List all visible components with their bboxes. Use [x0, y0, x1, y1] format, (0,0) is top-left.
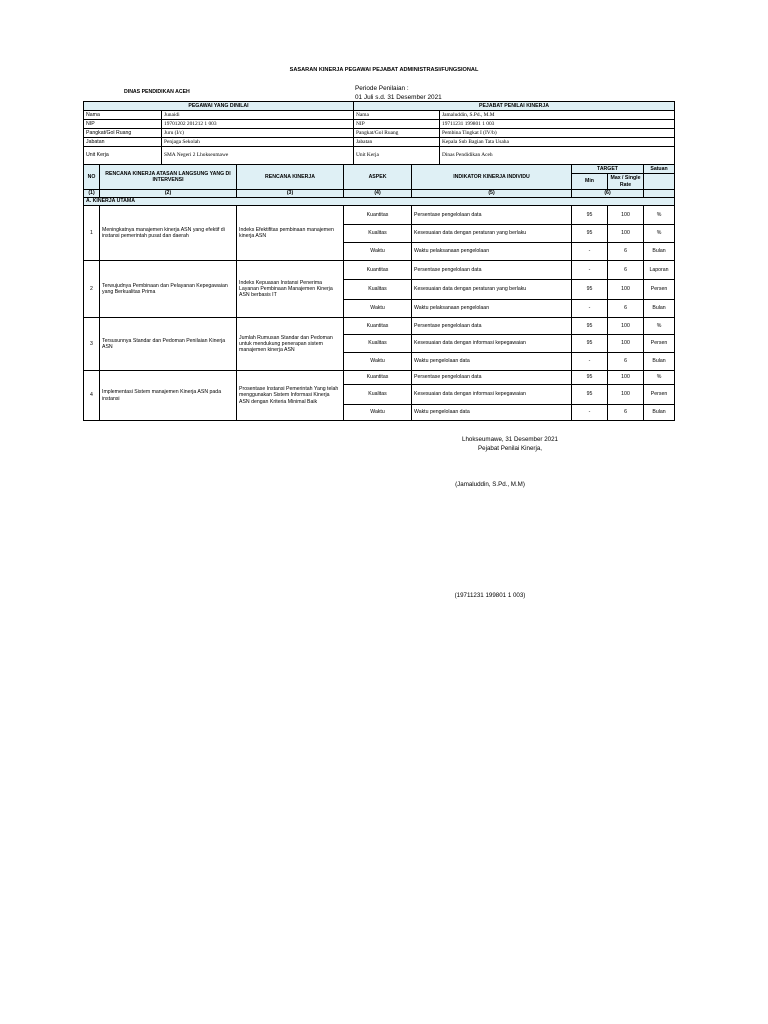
satuan-cell: Bulan	[644, 243, 675, 261]
aspek-cell: Kuantitas	[344, 318, 412, 335]
signature-role: Pejabat Penilai Kinerja,	[478, 445, 542, 452]
row-no: 2	[84, 261, 100, 318]
target-min-cell: 95	[572, 280, 608, 300]
indikator-cell: Waktu pengelolaan data	[412, 405, 572, 421]
info-value: Kepala Sub Bagian Tata Usaha	[440, 138, 675, 147]
signature-place-date: Lhokseumawe, 31 Desember 2021	[462, 436, 558, 443]
signature-nip: (19711231 199801 1 003)	[454, 592, 526, 599]
col-number: (2)	[100, 190, 237, 198]
header-satuan: Satuan	[644, 165, 675, 174]
info-row	[84, 129, 675, 138]
header-min: Min	[572, 174, 608, 190]
target-min-cell: 95	[572, 335, 608, 353]
target-min-cell: -	[572, 300, 608, 318]
info-label: NIP	[354, 120, 440, 129]
target-min-cell: -	[572, 261, 608, 280]
aspek-cell: Kualitas	[344, 280, 412, 300]
satuan-cell: Bulan	[644, 353, 675, 371]
rencana-atasan-cell: Terwujudnya Pembinaan dan Pelayanan Kepegawaian yang Berkualitas Prima	[100, 261, 237, 318]
target-max-cell: 100	[608, 318, 644, 335]
rencana-atasan-cell: Meningkatnya manajemen kinerja ASN yang efektif di instansi pemerintah pusat dan daerah	[100, 206, 237, 261]
target-min-cell: -	[572, 353, 608, 371]
target-max-cell: 100	[608, 335, 644, 353]
info-label: NIP	[84, 120, 162, 129]
document-title: SASARAN KINERJA PEGAWAI PEJABAT ADMINISTRASI/FUNGSIONAL	[289, 67, 479, 73]
periode-value: 01 Juli s.d. 31 Desember 2021	[355, 93, 442, 101]
row-no: 1	[84, 206, 100, 261]
header-rencana-atasan: RENCANA KINERJA ATASAN LANGSUNG YANG DI INTERVENSI	[100, 165, 237, 190]
info-value: Jamaluddin, S.Pd., M.M	[440, 111, 675, 120]
indikator-cell: Waktu pelaksanaan pengelolaan	[412, 243, 572, 261]
satuan-cell: Persen	[644, 385, 675, 405]
info-row	[84, 138, 675, 147]
indikator-cell: Kesesuaian data dengan informasi kepegawaian	[412, 385, 572, 405]
indikator-cell: Persentase pengelolaan data	[412, 261, 572, 280]
header-satuan-blank	[644, 174, 675, 190]
target-max-cell: 6	[608, 353, 644, 371]
info-label: Pangkat/Gol Ruang	[84, 129, 162, 138]
satuan-cell: %	[644, 225, 675, 243]
target-max-cell: 6	[608, 243, 644, 261]
col-number: (4)	[344, 190, 412, 198]
col-number: (5)	[412, 190, 572, 198]
info-value: SMA Negeri 2 Lhokseumawe	[162, 147, 354, 165]
indikator-cell: Kesesuaian data dengan peraturan yang berlaku	[412, 225, 572, 243]
info-row	[84, 120, 675, 129]
indikator-cell: Kesesuaian data dengan informasi kepegawaian	[412, 335, 572, 353]
satuan-cell: Persen	[644, 280, 675, 300]
identity-table	[83, 101, 675, 165]
info-value: 19711231 199801 1 003	[440, 120, 675, 129]
header-max: Max / Single Rate	[608, 174, 644, 190]
col-number: (3)	[237, 190, 344, 198]
row-no: 3	[84, 318, 100, 371]
satuan-cell: %	[644, 371, 675, 385]
info-label: Nama	[354, 111, 440, 120]
header-target: TARGET	[572, 165, 644, 174]
rencana-atasan-cell: Tersusunnya Standar dan Pedoman Penilaian Kinerja ASN	[100, 318, 237, 371]
info-value: Juru (I/c)	[162, 129, 354, 138]
indikator-cell: Persentase pengelolaan data	[412, 206, 572, 225]
aspek-cell: Kuantitas	[344, 206, 412, 225]
target-min-cell: 95	[572, 385, 608, 405]
target-max-cell: 6	[608, 261, 644, 280]
target-max-cell: 100	[608, 371, 644, 385]
pejabat-header: PEJABAT PENILAI KINERJA	[354, 102, 675, 111]
indikator-cell: Waktu pelaksanaan pengelolaan	[412, 300, 572, 318]
periode-label: Periode Penilaian :	[355, 85, 409, 92]
target-max-cell: 6	[608, 300, 644, 318]
target-min-cell: -	[572, 243, 608, 261]
kinerja-table	[83, 164, 675, 421]
target-max-cell: 100	[608, 280, 644, 300]
rencana-kinerja-cell: Indeks Efektifitas pembinaan manajemen kinerja ASN	[237, 206, 344, 261]
aspek-cell: Waktu	[344, 353, 412, 371]
aspek-cell: Waktu	[344, 243, 412, 261]
info-label: Jabatan	[84, 138, 162, 147]
rencana-atasan-cell: Implementasi Sistem manajemen Kinerja ASN pada instansi	[100, 371, 237, 421]
signature-name: (Jamaluddin, S.Pd., M.M)	[455, 481, 525, 488]
header-no: NO	[84, 165, 100, 190]
info-label: Nama	[84, 111, 162, 120]
target-max-cell: 100	[608, 206, 644, 225]
aspek-cell: Kuantitas	[344, 371, 412, 385]
satuan-cell: %	[644, 206, 675, 225]
target-max-cell: 100	[608, 225, 644, 243]
satuan-cell: Bulan	[644, 300, 675, 318]
target-min-cell: 95	[572, 371, 608, 385]
target-min-cell: 95	[572, 225, 608, 243]
target-min-cell: 95	[572, 318, 608, 335]
info-row	[84, 111, 675, 120]
col-number: (6)	[572, 190, 644, 198]
target-max-cell: 6	[608, 405, 644, 421]
target-max-cell: 100	[608, 385, 644, 405]
aspek-cell: Kuantitas	[344, 261, 412, 280]
indikator-cell: Persentase pengelolaan data	[412, 318, 572, 335]
info-label: Unit Kerja	[84, 147, 162, 165]
aspek-cell: Kualitas	[344, 335, 412, 353]
info-value: 19701202 201212 1 003	[162, 120, 354, 129]
rencana-kinerja-cell: Jumlah Rumusan Standar dan Pedoman untuk mendukung penerapan sistem manajemen kinerja ASN	[237, 318, 344, 371]
satuan-cell: Persen	[644, 335, 675, 353]
indikator-cell: Waktu pengelolaan data	[412, 353, 572, 371]
pegawai-header: PEGAWAI YANG DINILAI	[84, 102, 354, 111]
periode	[355, 85, 442, 102]
info-value: Dinas Pendidikan Aceh	[440, 147, 675, 165]
table-row	[84, 206, 675, 225]
info-label: Jabatan	[354, 138, 440, 147]
info-label: Unit Kerja	[354, 147, 440, 165]
info-value: Penjaga Sekolah	[162, 138, 354, 147]
table-row	[84, 318, 675, 335]
satuan-cell: %	[644, 318, 675, 335]
table-row	[84, 371, 675, 385]
indikator-cell: Persentase pengelolaan data	[412, 371, 572, 385]
indikator-cell: Kesesuaian data dengan peraturan yang berlaku	[412, 280, 572, 300]
section-title: A. KINERJA UTAMA	[84, 198, 675, 206]
target-min-cell: -	[572, 405, 608, 421]
rencana-kinerja-cell: Prosentase Instansi Pemerintah Yang telah menggunakan Sistem Informasi Kinerja ASN dengan Kriteria Minimal Baik	[237, 371, 344, 421]
satuan-cell: Laporan	[644, 261, 675, 280]
header-indikator: INDIKATOR KINERJA INDIVIDU	[412, 165, 572, 190]
aspek-cell: Kualitas	[344, 225, 412, 243]
satuan-cell: Bulan	[644, 405, 675, 421]
info-value: Junaidi	[162, 111, 354, 120]
info-value: Pembina Tingkat I (IV/b)	[440, 129, 675, 138]
header-aspek: ASPEK	[344, 165, 412, 190]
col-number: (1)	[84, 190, 100, 198]
col-number-blank	[644, 190, 675, 198]
aspek-cell: Kualitas	[344, 385, 412, 405]
aspek-cell: Waktu	[344, 405, 412, 421]
target-min-cell: 95	[572, 206, 608, 225]
dinas-name: DINAS PENDIDIKAN ACEH	[124, 89, 190, 95]
aspek-cell: Waktu	[344, 300, 412, 318]
table-row	[84, 261, 675, 280]
header-rencana-kinerja: RENCANA KINERJA	[237, 165, 344, 190]
info-row	[84, 147, 675, 165]
rencana-kinerja-cell: Indeks Kepuasan Instansi Penerima Layanan Pembinaan Manajemen Kinerja ASN berbasis IT	[237, 261, 344, 318]
info-label: Pangkat/Gol Ruang	[354, 129, 440, 138]
row-no: 4	[84, 371, 100, 421]
